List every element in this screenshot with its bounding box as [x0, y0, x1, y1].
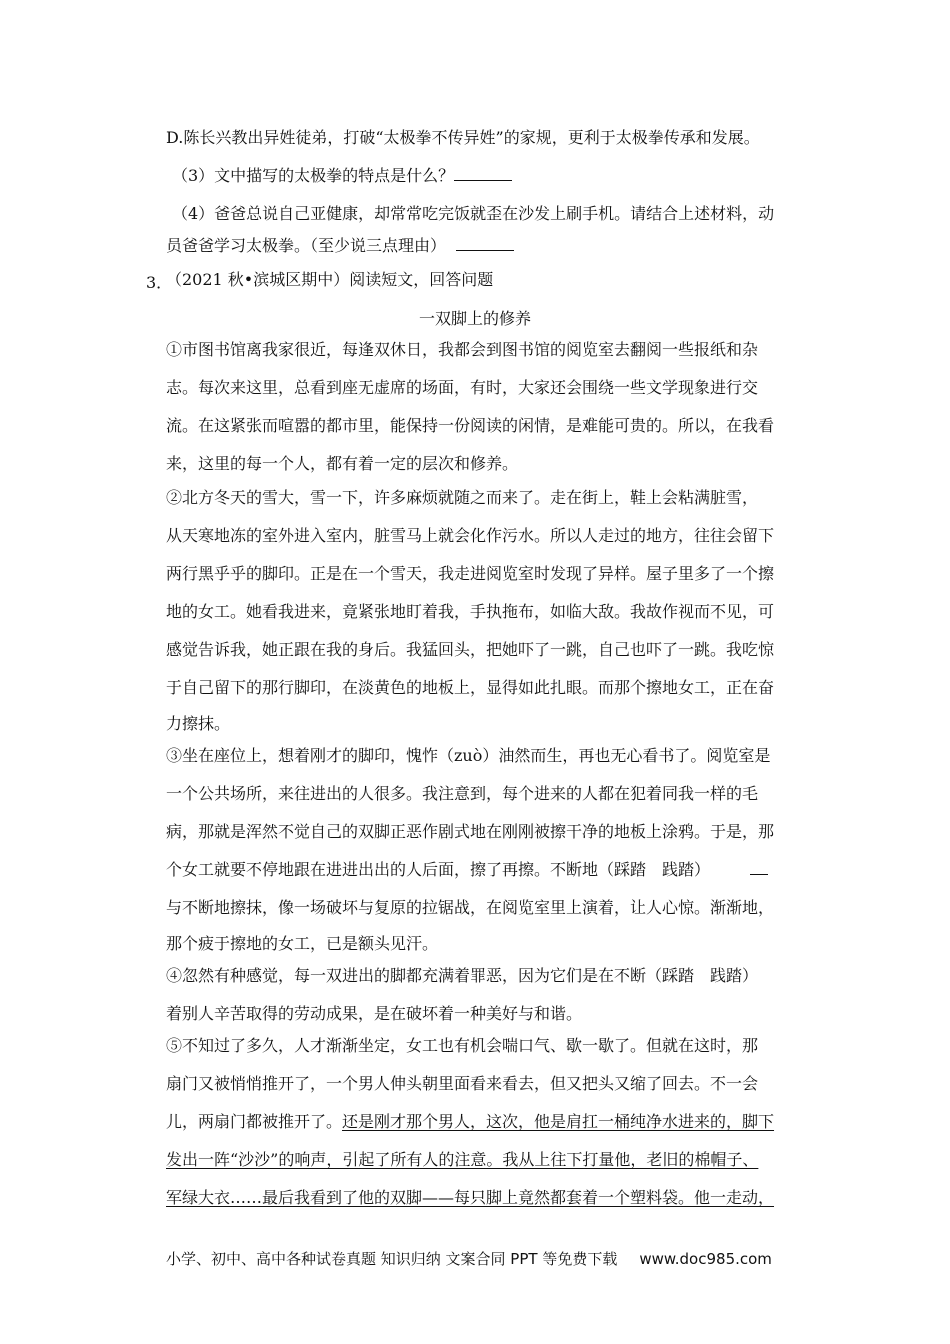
question-4-line-1: （4）爸爸总说自己亚健康，却常常吃完饭就歪在沙发上刷手机。请结合上述材料，动 [172, 204, 775, 223]
question-4-line-2 [166, 236, 514, 256]
question-4-text: 员爸爸学习太极拳。（至少说三点理由） [166, 236, 447, 255]
footer-site-link[interactable]: www.doc985.com [639, 1250, 772, 1268]
passage-line: 扇门又被悄悄推开了，一个男人伸头朝里面看来看去，但又把头又缩了回去。不一会 [166, 1074, 759, 1093]
answer-blank [456, 236, 514, 251]
page-footer [166, 1248, 772, 1269]
passage-line: ③坐在座位上，想着刚才的脚印，愧怍（zuò）油然而生，再也无心看书了。阅览室是 [166, 746, 771, 765]
passage-line: 那个疲于擦地的女工，已是额头见汗。 [166, 934, 439, 953]
passage-line: 与不断地擦抹，像一场破坏与复原的拉锯战，在阅览室里上演着，让人心惊。渐渐地， [166, 898, 775, 917]
question-3-text: （3）文中描写的太极拳的特点是什么？ [172, 166, 455, 185]
passage-line: 志。每次来这里，总看到座无虚席的场面，有时，大家还会围绕一些文学现象进行交 [166, 378, 759, 397]
passage-line: ⑤不知过了多久，人才渐渐坐定，女工也有机会喘口气、歇一歇了。但就在这时，那 [166, 1036, 759, 1055]
passage-line: 地的女工。她看我进来，竟紧张地盯着我，手执拖布，如临大敌。我故作视而不见，可 [166, 602, 775, 621]
passage-line: 一个公共场所，来往进出的人很多。我注意到，每个进来的人都在犯着同我一样的毛 [166, 784, 759, 803]
passage-line: 来，这里的每一个人，都有着一定的层次和修养。 [166, 454, 519, 473]
passage-line: 流。在这紧张而喧嚣的都市里，能保持一份阅读的闲情，是难能可贵的。所以，在我看 [166, 416, 775, 435]
passage-line-text: 儿，两扇门都被推开了。 [166, 1112, 343, 1131]
passage-line-text: 个女工就要不停地跟在进进出出的人后面，擦了再擦。不断地（踩踏 践踏） [166, 860, 711, 879]
passage-title: 一双脚上的修养 [418, 309, 531, 328]
passage-line: 力擦抹。 [166, 714, 231, 733]
question-heading: （2021 秋•滨城区期中）阅读短文，回答问题 [166, 270, 494, 289]
answer-blank [750, 860, 768, 875]
passage-line [166, 1112, 774, 1132]
passage-line: 感觉告诉我，她正跟在我的身后。我猛回头，把她吓了一跳，自己也吓了一跳。我吃惊 [166, 640, 775, 659]
passage-line [166, 860, 768, 880]
passage-line: ②北方冬天的雪大，雪一下，许多麻烦就随之而来了。走在街上，鞋上会粘满脏雪， [166, 488, 759, 507]
passage-line: 从天寒地冻的室外进入室内，脏雪马上就会化作污水。所以人走过的地方，往往会留下 [166, 526, 775, 545]
passage-line: 着别人辛苦取得的劳动成果，是在破坏着一种美好与和谐。 [166, 1004, 583, 1023]
passage-line: 于自己留下的那行脚印，在淡黄色的地板上，显得如此扎眼。而那个擦地女工，正在奋 [166, 678, 775, 697]
underlined-text: 还是刚才那个男人，这次，他是肩扛一桶纯净水进来的，脚下 [342, 1112, 775, 1131]
option-d: D.陈长兴教出异姓徒弟，打破“太极拳不传异姓”的家规，更利于太极拳传承和发展。 [166, 128, 760, 147]
question-3 [172, 166, 512, 186]
passage-line: 两行黑乎乎的脚印。正是在一个雪天，我走进阅览室时发现了异样。屋子里多了一个擦 [166, 564, 775, 583]
passage-line: ④忽然有种感觉，每一双进出的脚都充满着罪恶，因为它们是在不断（踩踏 践踏） [166, 966, 759, 985]
footer-text: 小学、初中、高中各种试卷真题 知识归纳 文案合同 PPT 等免费下载 [166, 1250, 618, 1268]
underlined-line: 军绿大衣……最后我看到了他的双脚——每只脚上竟然都套着一个塑料袋。他一走动， [166, 1188, 775, 1207]
passage-line: 病，那就是浑然不觉自己的双脚正恶作剧式地在刚刚被擦干净的地板上涂鸦。于是，那 [166, 822, 775, 841]
passage-line: ①市图书馆离我家很近，每逢双休日，我都会到图书馆的阅览室去翻阅一些报纸和杂 [166, 340, 759, 359]
answer-blank [454, 166, 512, 181]
question-number: 3． [146, 273, 173, 292]
underlined-line: 发出一阵“沙沙”的响声，引起了所有人的注意。我从上往下打量他，老旧的棉帽子、 [166, 1150, 759, 1169]
